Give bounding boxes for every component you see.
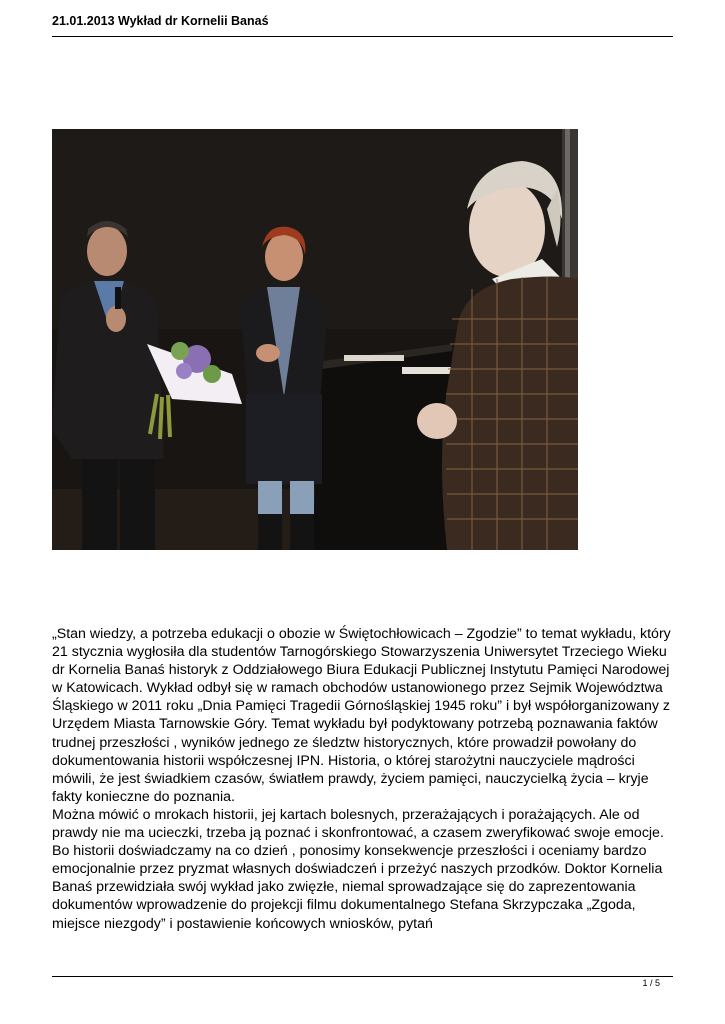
footer-divider	[52, 976, 673, 977]
article-body	[52, 625, 677, 933]
event-photo	[52, 129, 578, 550]
page-header-title: 21.01.2013 Wykład dr Kornelii Banaś	[52, 14, 269, 28]
article-paragraph: Można mówić o mrokach historii, jej kartach bolesnych, przerażających i porażających. Ale od prawdy nie ma ucieczki, trzeba ją poznać i skonfrontować, a czasem zweryfikować swoje emocje. Bo historii doświadczamy na co dzień , ponosimy konsekwencje przeszłości i oceniamy bardzo emocjonalnie przez pryzmat własnych doświadczeń i przeżyć naszych przodków. Doktor Kornelia Banaś przewidziała swój wykład jako zwięzłe, niemal sprowadzające się do zaprezentowania dokumentów wprowadzenie do projekcji filmu dokumentalnego Stefana Skrzypczaka „Zgoda, miejsce niezgody” i postawienie końcowych wniosków, pytań	[52, 806, 664, 932]
header-divider	[52, 36, 673, 37]
article-paragraph: „Stan wiedzy, a potrzeba edukacji o obozie w Świętochłowicach – Zgodzie” to temat wykładu, który 21 stycznia wygłosiła dla studentów Tarnogórskiego Stowarzyszenia Uniwersytet Trzeciego Wieku dr Kornelia Banaś historyk z Oddziałowego Biura Edukacji Publicznej Instytutu Pamięci Narodowej w Katowicach. Wykład odbył się w ramach obchodów ustanowionego przez Sejmik Województwa Śląskiego w 2011 roku „Dnia Pamięci Tragedii Górnośląskiej 1945 roku” i był współorganizowany z Urzędem Miasta Tarnowskie Góry. Temat wykładu był podyktowany potrzebą poznawania faktów trudnej przeszłości , wyników jednego ze śledztw historycznych, które prowadził powołany do dokumentowania historii współczesnej IPN. Historia, o której starożytni nauczyciele mądrości mówili, że jest świadkiem czasów, światłem prawdy, życiem pamięci, nauczycielką życia – kryje fakty konieczne do poznania.	[52, 626, 671, 805]
page-number: 1 / 5	[642, 978, 660, 988]
